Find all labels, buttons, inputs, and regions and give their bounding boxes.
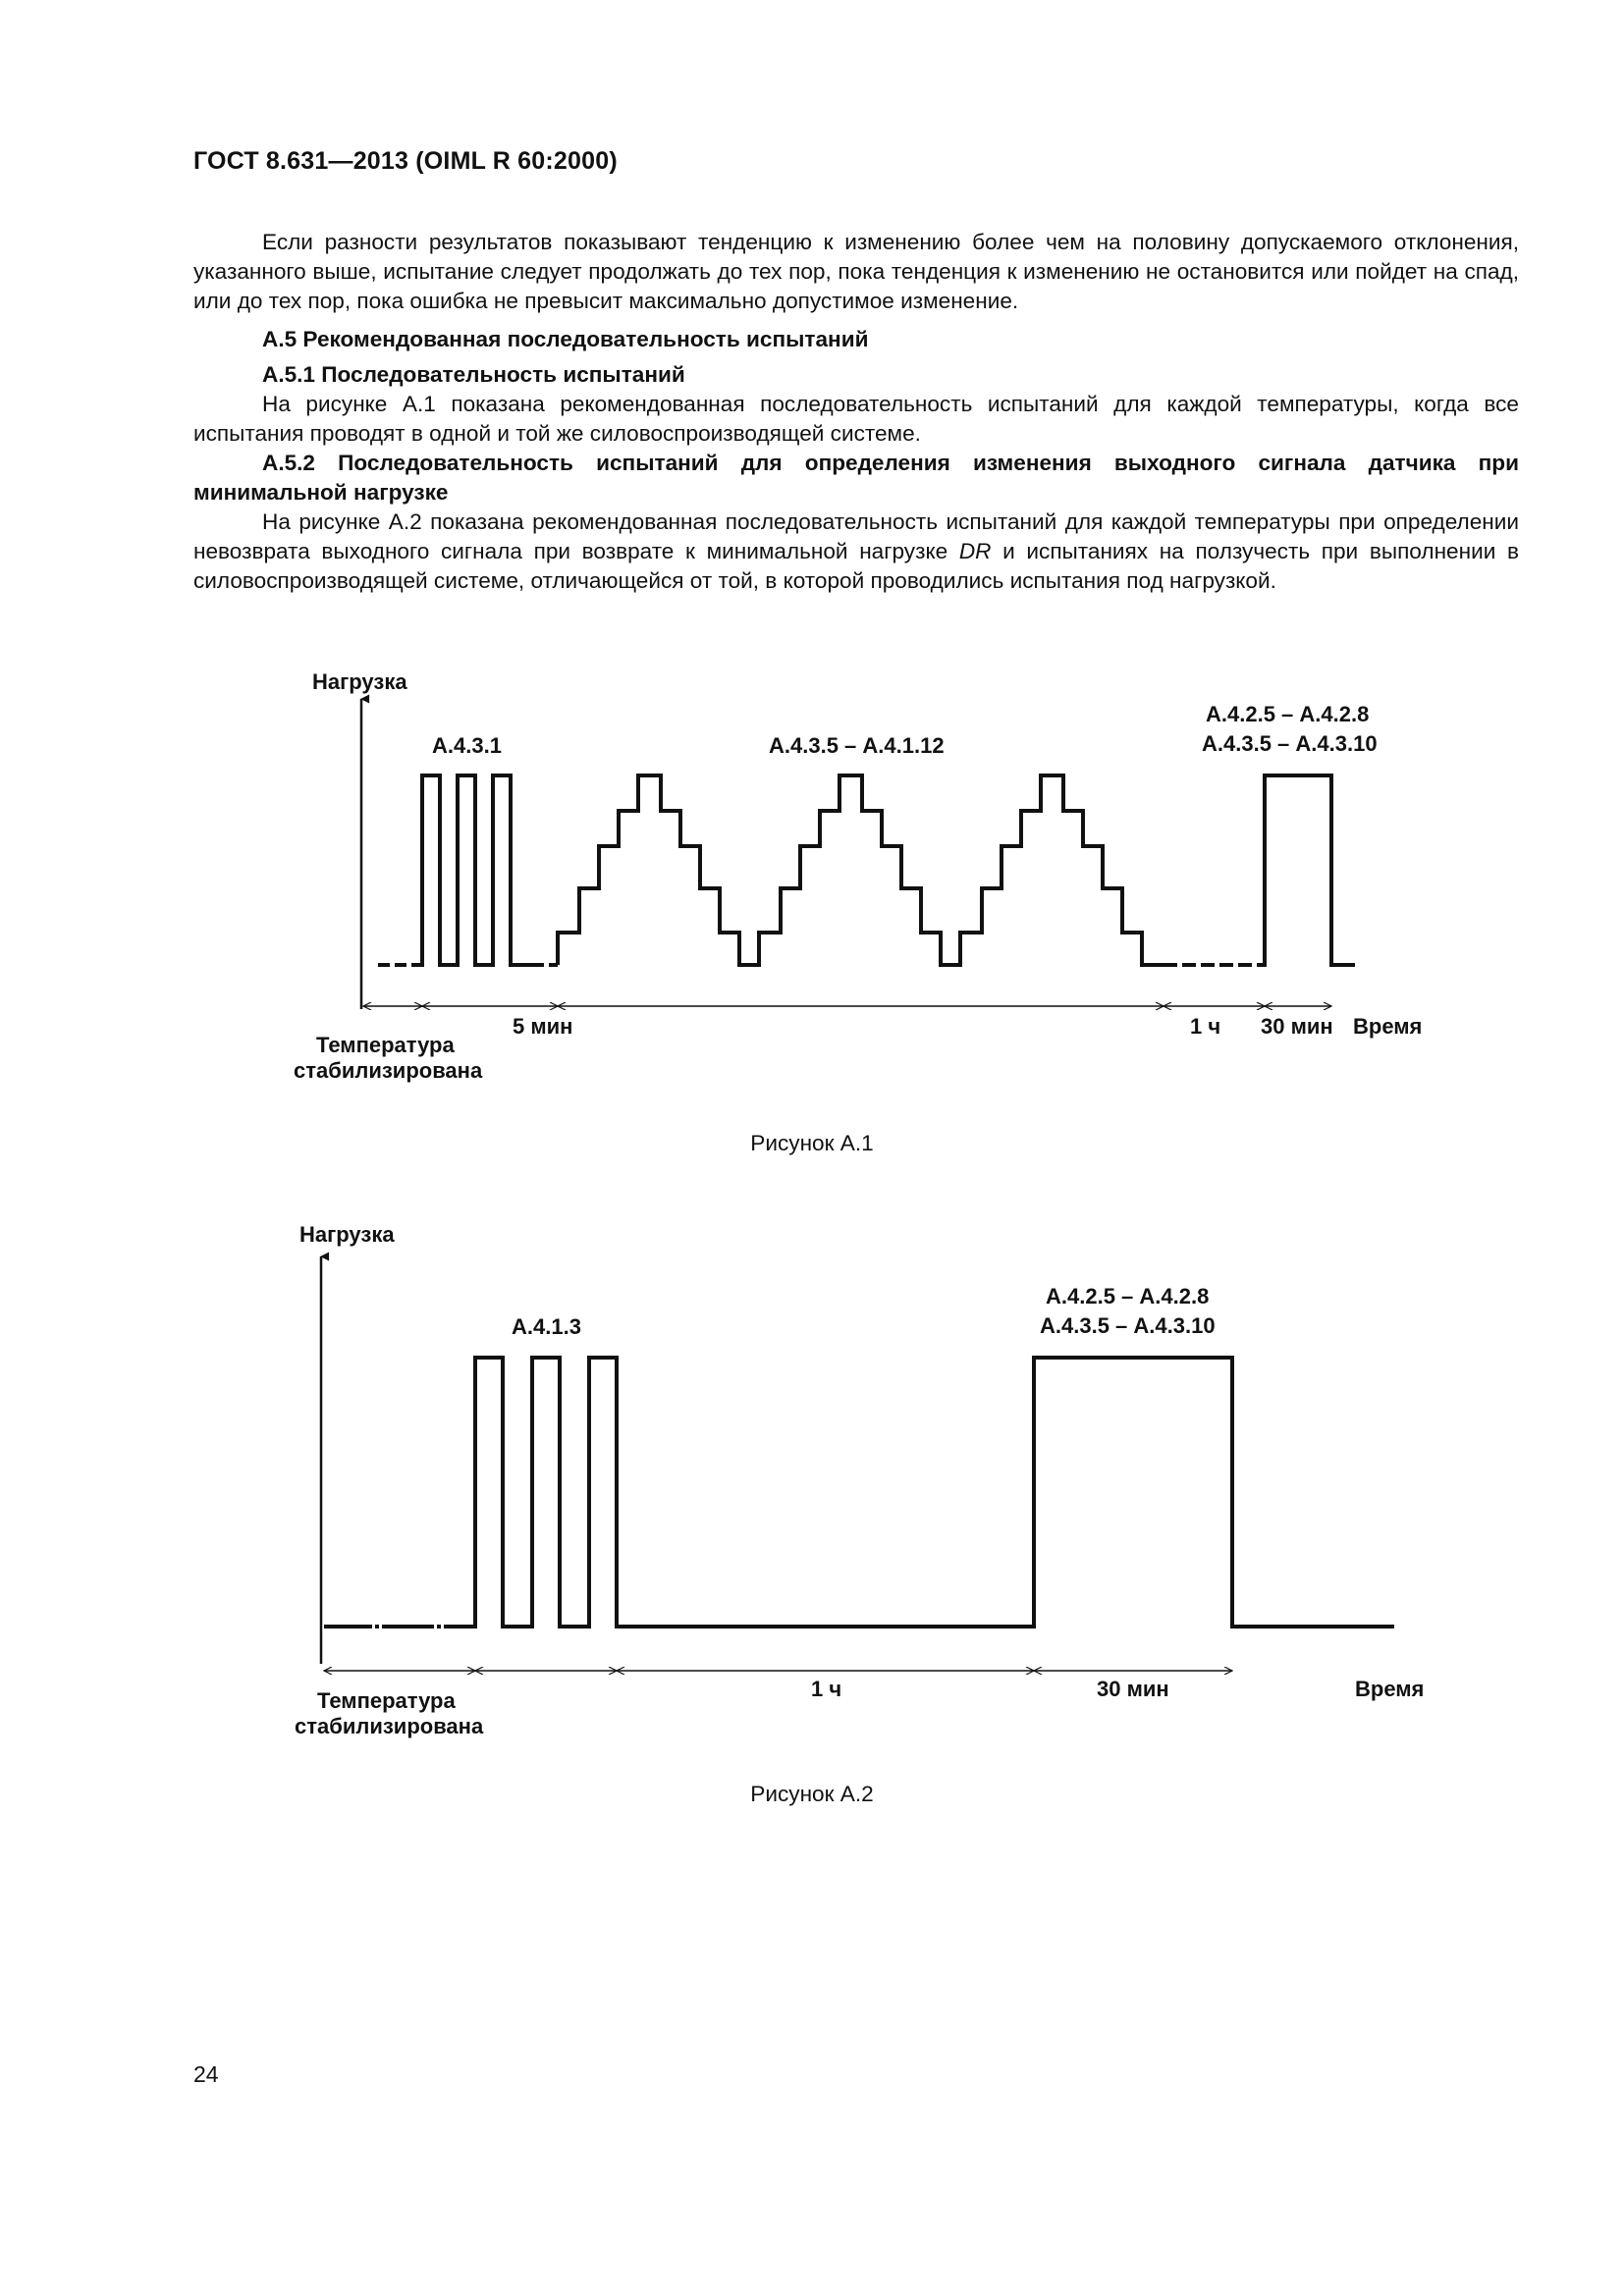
figure-a2-y-label: Нагрузка <box>299 1222 395 1247</box>
figure-a2-diagram <box>0 1198 1624 1747</box>
section-a52-text-part2: и испытаниях на ползучесть при выполнении в силовоспроизводящей системе, отличающейся от той, в которой проводились испытания под нагрузкой. <box>193 539 1519 593</box>
figure-a1-y-label: Нагрузка <box>312 669 407 694</box>
figure-a1-temp-label-1: Температура <box>316 1033 455 1057</box>
figure-a1 <box>0 648 1624 1099</box>
section-a52-text-dr: DR <box>958 539 992 563</box>
section-a51-heading: А.5.1 Последовательность испытаний <box>262 362 685 387</box>
figure-a2-label-hold-1: А.4.2.5 – А.4.2.8 <box>1046 1284 1210 1308</box>
figure-a2-caption: Рисунок А.2 <box>750 1782 874 1806</box>
section-a51-text: На рисунке А.1 показана рекомендованная последовательность испытаний для каждой температуры, когда все испытания проводят в одной и той же силовоспроизводящей системе. <box>193 392 1519 446</box>
intro-paragraph: Если разности результатов показывают тенденцию к изменению более чем на половину допускаемого отклонения, указанного выше, испытание следует продолжать до тех пор, пока тенденция к изменению не остановится или пойдет на спад, или до тех пор, пока ошибка не превысит максимально допустимое изменение. <box>193 230 1519 313</box>
body-text <box>193 228 1519 596</box>
figure-a1-hold-pulse <box>1260 775 1355 965</box>
figure-a1-label-pulses: А.4.3.1 <box>432 733 502 758</box>
figure-a2-waveform <box>447 1358 1394 1627</box>
figure-a1-label-hold-2: А.4.3.5 – А.4.3.10 <box>1202 731 1378 756</box>
figure-a1-label-steps: А.4.3.5 – А.4.1.12 <box>769 733 945 758</box>
figure-a1-pulses <box>420 775 534 965</box>
figure-a1-interval-1h-label: 1 ч <box>1190 1014 1221 1039</box>
figure-a2-x-label: Время <box>1355 1677 1425 1701</box>
section-a52-text-part1: На рисунке А.2 показана рекомендованная последовательность испытаний для каждой температуры при определении невозврата выходного сигнала при возврате к минимальной нагрузке <box>193 509 1519 563</box>
figure-a2-temp-label-1: Температура <box>317 1688 456 1713</box>
figure-a1-step-wave <box>558 775 1164 965</box>
figure-a1-label-hold-1: А.4.2.5 – А.4.2.8 <box>1206 702 1370 726</box>
figure-a2 <box>0 1198 1624 1747</box>
figure-a1-x-label: Время <box>1353 1014 1423 1039</box>
figure-a1-diagram <box>0 648 1624 1099</box>
figure-a2-interval-1h-label: 1 ч <box>811 1677 842 1701</box>
figure-a1-temp-label-2: стабилизирована <box>294 1058 483 1083</box>
figure-a1-interval-5min-label: 5 мин <box>513 1014 573 1039</box>
figure-a2-temp-label-2: стабилизирована <box>295 1714 484 1738</box>
page-number: 24 <box>193 2061 219 2087</box>
figure-a2-label-pulses: А.4.1.3 <box>512 1314 581 1339</box>
figure-a2-label-hold-2: А.4.3.5 – А.4.3.10 <box>1040 1313 1216 1338</box>
figure-a2-interval-30min-label: 30 мин <box>1097 1677 1169 1701</box>
section-a52-text <box>193 507 1519 596</box>
figure-a1-caption: Рисунок А.1 <box>750 1131 874 1155</box>
section-a5-heading: А.5 Рекомендованная последовательность испытаний <box>262 327 869 351</box>
figure-a1-interval-30min-label: 30 мин <box>1261 1014 1333 1039</box>
section-a52-heading: А.5.2 Последовательность испытаний для определения изменения выходного сигнала датчика при минимальной нагрузке <box>193 451 1519 505</box>
document-header: ГОСТ 8.631—2013 (OIML R 60:2000) <box>193 147 618 175</box>
